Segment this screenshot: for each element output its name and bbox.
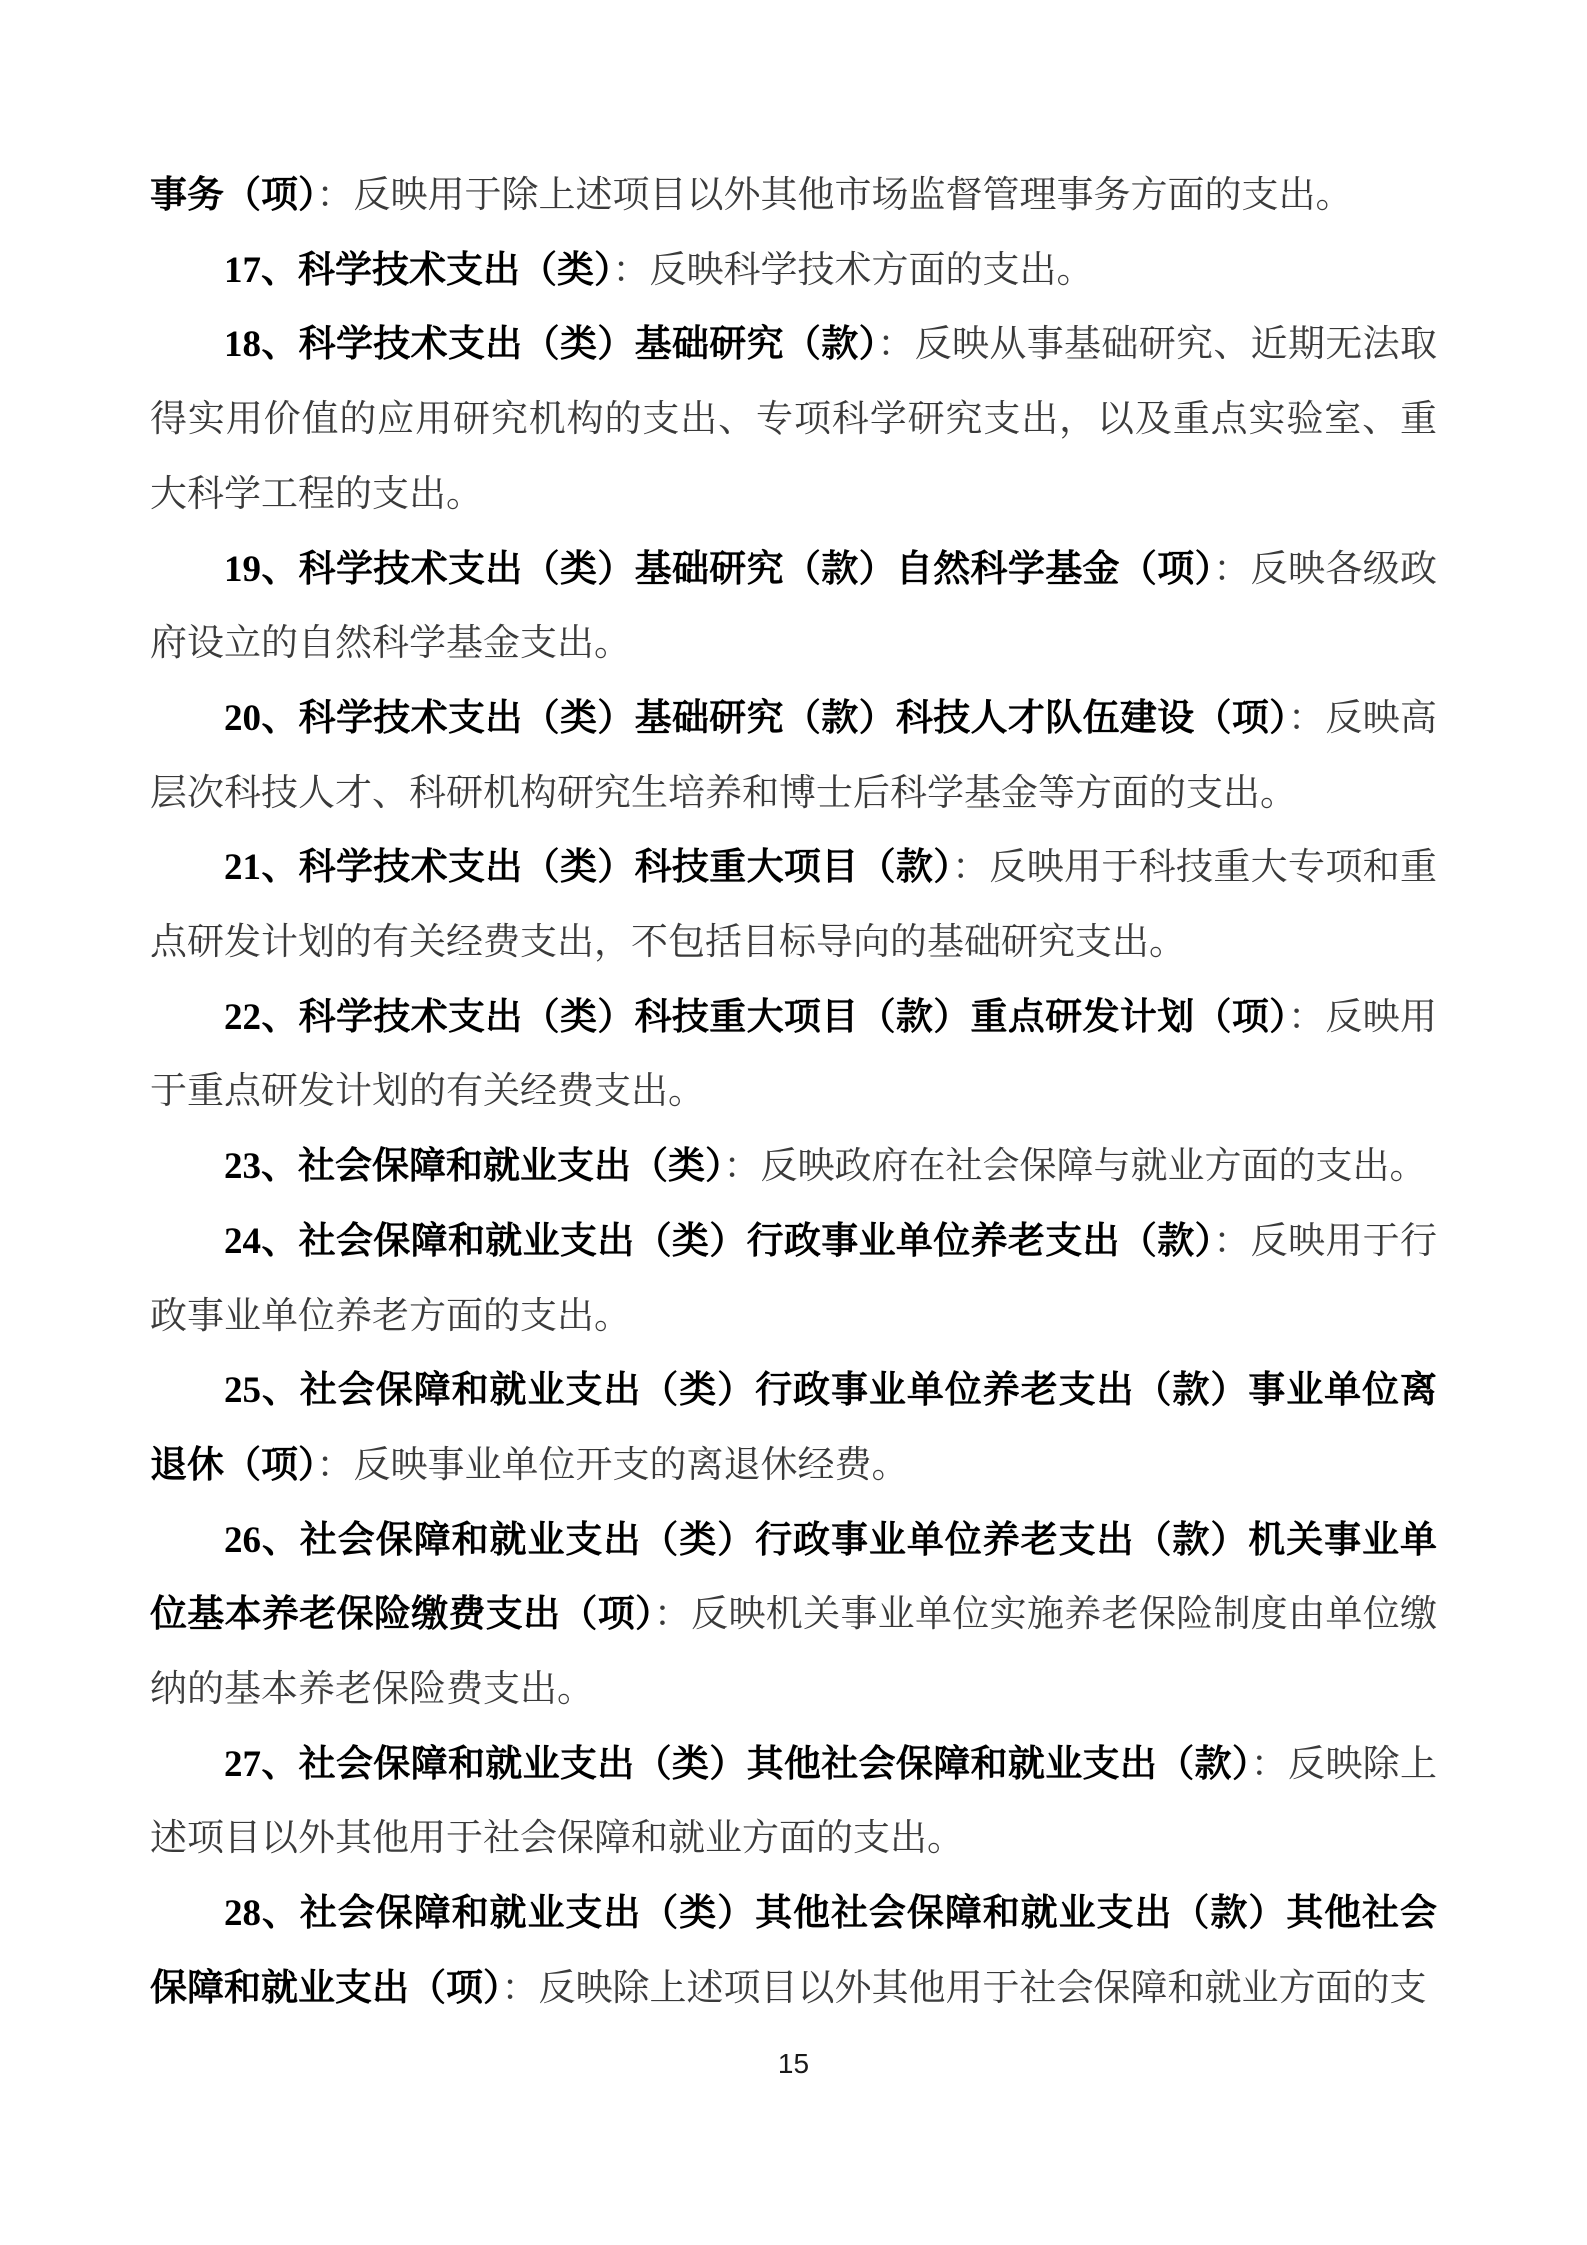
paragraph-item-20 <box>150 682 1437 831</box>
item-description: ：反映用于除上述项目以外其他市场监督管理事务方面的支出。 <box>316 175 1353 216</box>
paragraph-item-17 <box>150 234 1437 309</box>
paragraph-item-19 <box>150 533 1437 682</box>
item-description: ：反映除上述项目以外其他用于社会保障和就业方面的支出。 <box>150 1743 1437 1860</box>
item-title: 27、社会保障和就业支出（类）其他社会保障和就业支出（款） <box>224 1743 1251 1785</box>
paragraph-continuation <box>150 159 1437 234</box>
item-description: ：反映用于重点研发计划的有关经费支出。 <box>150 996 1437 1113</box>
item-title: 19、科学技术支出（类）基础研究（款）自然科学基金（项） <box>224 548 1214 590</box>
item-description: ：反映用于行政事业单位养老方面的支出。 <box>150 1220 1437 1337</box>
paragraph-item-24 <box>150 1205 1437 1354</box>
item-title: 21、科学技术支出（类）科技重大项目（款） <box>224 847 953 889</box>
paragraph-item-23 <box>150 1130 1437 1205</box>
paragraph-item-27 <box>150 1728 1437 1877</box>
item-title: 26、社会保障和就业支出（类）行政事业单位养老支出（款）机关事业单位基本养老保险缴费支出（项） <box>150 1519 1437 1636</box>
paragraph-item-18 <box>150 308 1437 532</box>
item-description: ：反映从事基础研究、近期无法取得实用价值的应用研究机构的支出、专项科学研究支出，以及重点实验室、重大科学工程的支出。 <box>150 324 1437 515</box>
item-title: 28、社会保障和就业支出（类）其他社会保障和就业支出（款）其他社会保障和就业支出（项） <box>150 1893 1437 2009</box>
page-number: 15 <box>777 2048 810 2079</box>
item-description: ：反映机关事业单位实施养老保险制度由单位缴纳的基本养老保险费支出。 <box>150 1594 1438 1711</box>
paragraph-item-25 <box>150 1354 1437 1503</box>
paragraph-item-22 <box>150 981 1437 1130</box>
paragraph-item-21 <box>150 831 1437 980</box>
item-description: ：反映用于科技重大专项和重点研发计划的有关经费支出，不包括目标导向的基础研究支出。 <box>150 847 1437 964</box>
item-title: 20、科学技术支出（类）基础研究（款）科技人才队伍建设（项） <box>224 697 1289 739</box>
item-description: ：反映政府在社会保障与就业方面的支出。 <box>723 1146 1427 1188</box>
item-title: 24、社会保障和就业支出（类）行政事业单位养老支出（款） <box>224 1220 1214 1262</box>
item-title: 22、科学技术支出（类）科技重大项目（款）重点研发计划（项） <box>224 996 1289 1038</box>
item-title: 18、科学技术支出（类）基础研究（款） <box>224 324 878 366</box>
item-title: 23、社会保障和就业支出（类） <box>224 1146 724 1188</box>
item-description: ：反映高层次科技人才、科研机构研究生培养和博士后科学基金等方面的支出。 <box>150 697 1437 814</box>
paragraph-item-28 <box>150 1877 1437 2026</box>
item-description: ：反映各级政府设立的自然科学基金支出。 <box>150 548 1437 665</box>
item-title: 25、社会保障和就业支出（类）行政事业单位养老支出（款）事业单位离退休（项） <box>150 1370 1437 1486</box>
page-text-block <box>150 159 1437 2027</box>
paragraph-item-26 <box>150 1504 1437 1728</box>
item-description: ：反映科学技术方面的支出。 <box>612 249 1094 291</box>
item-description: ：反映除上述项目以外其他用于社会保障和就业方面的支 <box>501 1967 1427 2009</box>
item-title: 17、科学技术支出（类） <box>224 249 613 291</box>
item-description: ：反映事业单位开支的离退休经费。 <box>316 1444 909 1486</box>
item-title: 事务（项） <box>150 175 317 216</box>
